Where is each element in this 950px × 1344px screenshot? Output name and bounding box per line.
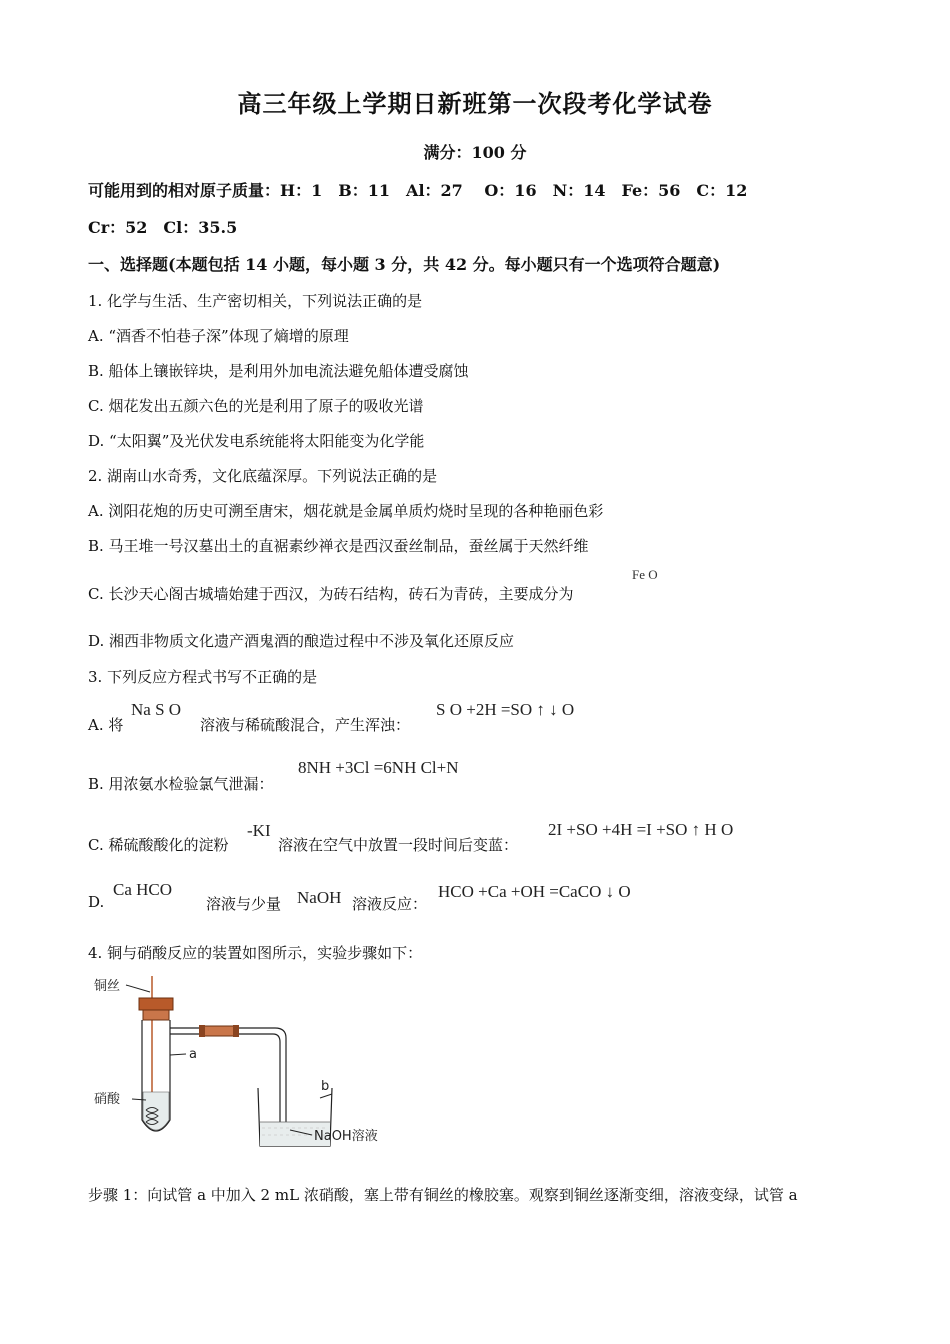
q3-option-d-prefix: D. <box>88 893 105 911</box>
q1-option-c: C. 烟花发出五颜六色的光是利用了原子的吸收光谱 <box>88 397 424 415</box>
q3-option-d-reagent2: NaOH <box>297 888 342 907</box>
q1-option-a: A. “酒香不怕巷子深”体现了熵增的原理 <box>88 327 349 345</box>
q3-option-a-text: 溶液与稀硫酸混合，产生浑浊： <box>200 716 411 734</box>
label-b: b <box>321 1079 330 1094</box>
q2-option-a: A. 浏阳花炮的历史可溯至唐宋，烟花就是金属单质灼烧时呈现的各种艳丽色彩 <box>88 502 604 520</box>
rubber-stopper <box>139 998 173 1010</box>
q3-stem: 3. 下列反应方程式书写不正确的是 <box>88 668 318 686</box>
q3-option-d-equation: HCO +Ca +OH =CaCO ↓ O <box>438 882 631 901</box>
q3-option-d-text1: 溶液与少量 <box>206 895 282 913</box>
q4-step1: 步骤 1：向试管 a 中加入 2 mL 浓硝酸，塞上带有铜丝的橡胶塞。观察到铜丝逐渐变细，溶液变绿，试管 a <box>88 1186 798 1204</box>
atomic-masses-line2: Cr：52 Cl：35.5 <box>88 218 238 237</box>
rubber-stopper-lower <box>143 1010 169 1020</box>
label-a: a <box>189 1047 197 1062</box>
q3-option-c-text: 溶液在空气中放置一段时间后变蓝： <box>278 836 519 854</box>
q2-stem: 2. 湖南山水奇秀，文化底蕴深厚。下列说法正确的是 <box>88 467 438 485</box>
copper-wire-pointer <box>126 985 150 992</box>
q3-option-a-prefix: A. 将 <box>88 716 124 734</box>
q3-option-a-reagent: Na S O <box>131 700 182 719</box>
q1-option-d: D. “太阳翼”及光伏发电系统能将太阳能变为化学能 <box>88 432 425 450</box>
q3-option-c-equation: 2I +SO +4H =I +SO ↑ H O <box>548 820 734 839</box>
label-nitric-acid: 硝酸 <box>94 1092 121 1107</box>
q3-option-c-reagent: -KI <box>247 821 271 840</box>
q3-option-c-prefix: C. 稀硫酸酸化的淀粉 <box>88 836 229 854</box>
q2-option-d: D. 湘西非物质文化遗产酒鬼酒的酿造过程中不涉及氧化还原反应 <box>88 632 515 650</box>
q3-option-b-text: B. 用浓氨水检验氯气泄漏： <box>88 775 274 793</box>
q4-stem: 4. 铜与硝酸反应的装置如图所示，实验步骤如下： <box>88 944 423 962</box>
atomic-masses-line1: 可能用到的相对原子质量：H：1 B：11 Al：27 O：16 N：14 Fe：56 C：12 <box>88 181 748 200</box>
label-copper-wire: 铜丝 <box>94 979 121 994</box>
connector-left-band <box>199 1025 205 1037</box>
rubber-connector <box>202 1026 236 1036</box>
q3-option-b-equation: 8NH +3Cl =6NH Cl+N <box>298 758 459 777</box>
q1-stem: 1. 化学与生活、生产密切相关，下列说法正确的是 <box>88 292 423 310</box>
label-b-pointer <box>320 1094 332 1098</box>
q1-option-b: B. 船体上镶嵌锌块，是利用外加电流法避免船体遭受腐蚀 <box>88 362 469 380</box>
label-a-pointer <box>170 1054 186 1055</box>
full-score: 满分：100 分 <box>423 143 527 162</box>
q2-option-c-formula: Fe O <box>632 567 658 582</box>
page-title: 高三年级上学期日新班第一次段考化学试卷 <box>237 89 713 118</box>
connector-right-band <box>233 1025 239 1037</box>
q3-option-d-text2: 溶液反应： <box>352 895 428 913</box>
section-heading: 一、选择题(本题包括 14 小题，每小题 3 分，共 42 分。每小题只有一个选项符合题意) <box>88 255 721 274</box>
q3-option-d-reagent: Ca HCO <box>113 880 173 899</box>
q3-option-a-equation: S O +2H =SO ↑ ↓ O <box>436 700 575 719</box>
apparatus-figure <box>90 970 410 1155</box>
q2-option-c: C. 长沙天心阁古城墙始建于西汉，为砖石结构，砖石为青砖，主要成分为 <box>88 585 574 603</box>
q2-option-b: B. 马王堆一号汉墓出土的直裾素纱禅衣是西汉蚕丝制品，蚕丝属于天然纤维 <box>88 537 589 555</box>
label-naoh-solution: NaOH溶液 <box>314 1129 378 1144</box>
